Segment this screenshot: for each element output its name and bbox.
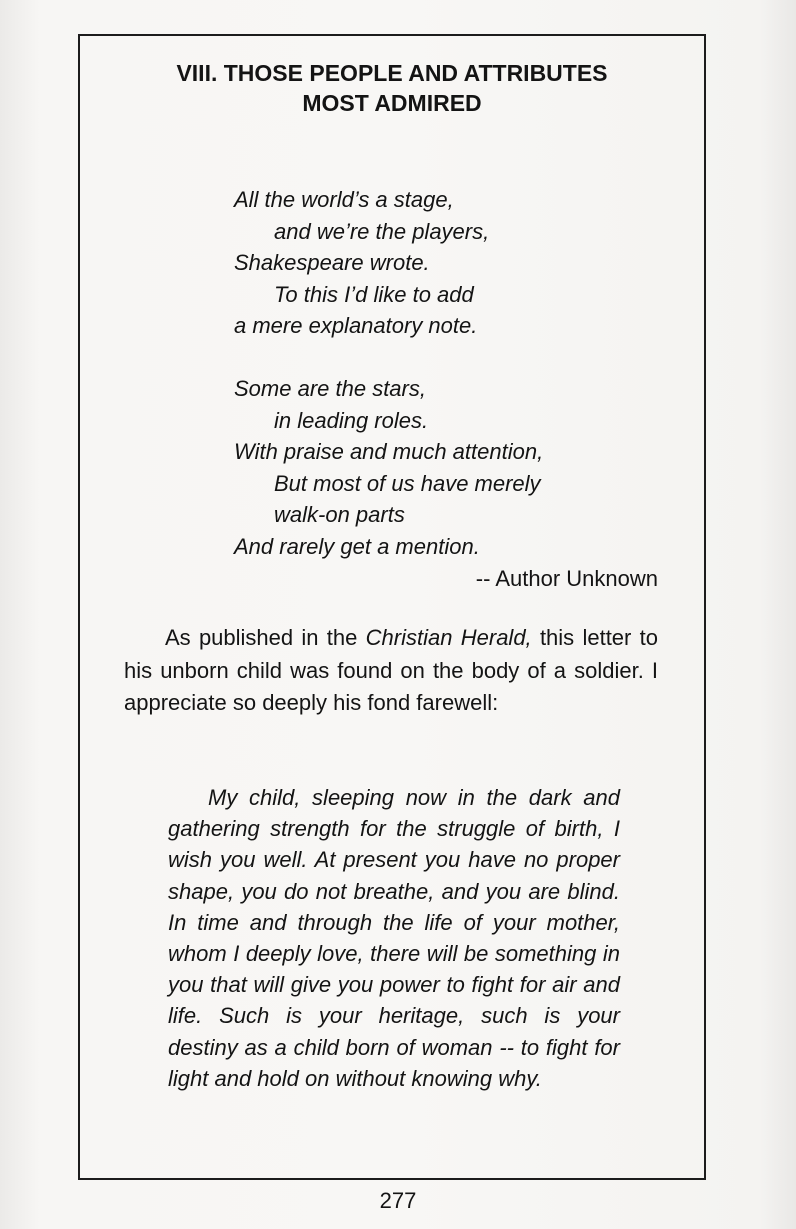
intro-text-before: As published in the — [165, 625, 366, 650]
poem-stanza-2 — [234, 373, 674, 563]
chapter-title-line-2: MOST ADMIRED — [302, 90, 482, 116]
poem-line: Some are the stars, — [234, 375, 426, 401]
intro-text-after: this letter to his unborn child was found on the body of a soldier. I appreciate so deeply his fond farewell: — [124, 625, 658, 715]
page-number: 277 — [379, 1188, 417, 1213]
poem-line: To this I’d like to add — [274, 281, 474, 307]
poem-line: Shakespeare wrote. — [234, 250, 430, 276]
poem-attribution: -- Author Unknown — [475, 566, 658, 591]
poem — [234, 184, 674, 563]
publication-title: Christian Herald, — [365, 625, 532, 650]
poem-line: in leading roles. — [274, 407, 429, 433]
intro-paragraph — [124, 622, 658, 720]
poem-line: a mere explanatory note. — [234, 313, 478, 339]
poem-stanza-1 — [234, 184, 674, 342]
poem-line: walk-on parts — [274, 502, 405, 528]
poem-line: All the world’s a stage, — [234, 187, 454, 212]
poem-line: and we’re the players, — [274, 218, 490, 244]
poem-line: And rarely get a mention. — [234, 533, 480, 559]
poem-line: But most of us have merely — [274, 470, 541, 496]
soldier-letter-quote: My child, sleeping now in the dark and gathering strength for the struggle of birth, I wish you well. At present you have no proper shape, you do not breathe, and you are blind. In time and through the life of your mother, whom I deeply love, there will be something in you that will give you power to fight for air and life. Such is your heritage, such is your destiny as a child born of woman -- to fight for light and hold on without knowing why. — [168, 785, 620, 1091]
poem-line: With praise and much attention, — [234, 439, 544, 465]
chapter-title — [78, 58, 706, 118]
chapter-title-line-1: VIII. THOSE PEOPLE AND ATTRIBUTES — [176, 60, 608, 86]
